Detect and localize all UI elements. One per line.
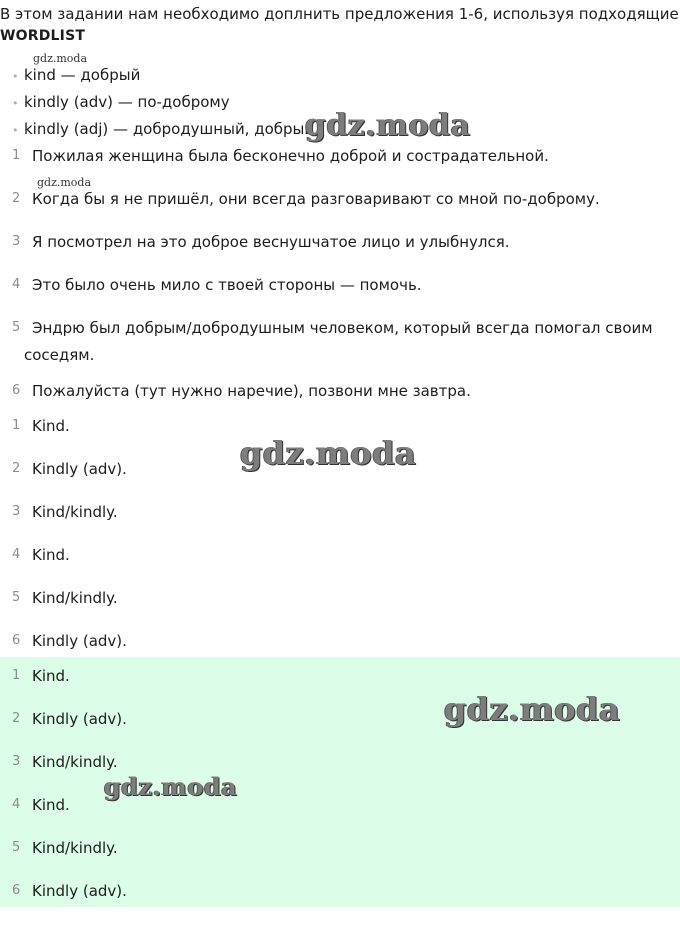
answer-number: 4 [12,547,21,562]
answer-number: 5 [12,590,21,605]
answer-number: 6 [12,633,21,648]
answer-number: 3 [12,504,21,519]
answer-text: Kind/kindly. [32,753,118,771]
sentence-number: 1 [12,148,21,163]
answer-text: Kind/kindly. [32,589,118,607]
answer-number: 1 [12,668,21,683]
sentence-number: 5 [12,320,21,335]
wordlist-item: kindly (adv) — по-доброму [24,93,230,111]
watermark: gdz.moda [33,52,88,65]
answer-text: Kind. [32,417,70,435]
bullet-icon: • [12,124,19,137]
answer-number: 1 [12,418,21,433]
watermark: gdz.moda [444,690,621,728]
sentence-text: Когда бы я не пришёл, они всегда разговаривают со мной по-доброму. [32,190,600,208]
sentence-number: 3 [12,234,21,249]
sentence-number: 2 [12,191,21,206]
watermark: gdz.moda [305,108,471,143]
sentence-text: Пожалуйста (тут нужно наречие), позвони мне завтра. [32,382,471,400]
answer-text: Kind. [32,546,70,564]
answer-number: 6 [12,883,21,898]
answer-text: Kind. [32,796,70,814]
answer-number: 2 [12,711,21,726]
watermark: gdz.moda [240,434,417,472]
bullet-icon: • [12,70,19,83]
answer-text: Kind/kindly. [32,839,118,857]
answer-number: 2 [12,461,21,476]
sentence-text: Эндрю был добрым/добродушным человеком, который всегда помогал своим [32,319,653,337]
answer-text: Kindly (adv). [32,710,127,728]
answer-number: 4 [12,797,21,812]
bullet-icon: • [12,97,19,110]
sentence-text-continued: соседям. [24,346,95,364]
sentence-text: Я посмотрел на это доброе веснушчатое лицо и улыбнулся. [32,233,510,251]
answer-number: 5 [12,840,21,855]
wordlist-item: kind — добрый [24,66,141,84]
answer-text: Kind. [32,667,70,685]
sentence-number: 6 [12,383,21,398]
answer-text: Kind/kindly. [32,503,118,521]
answer-text: Kindly (adv). [32,632,127,650]
task-intro: В этом задании нам необходимо доплнить предложения 1-6, используя подходящие [0,5,679,23]
watermark: gdz.moda [104,772,238,801]
sentence-text: Пожилая женщина была бесконечно доброй и сострадательной. [32,147,549,165]
answer-number: 3 [12,754,21,769]
sentence-number: 4 [12,277,21,292]
wordlist-heading: WORDLIST [0,28,86,44]
sentence-text: Это было очень мило с твоей стороны — помочь. [32,276,422,294]
answer-text: Kindly (adv). [32,460,127,478]
wordlist-item: kindly (adj) — добродушный, добрый [24,120,315,138]
watermark: gdz.moda [37,176,92,189]
answer-text: Kindly (adv). [32,882,127,900]
